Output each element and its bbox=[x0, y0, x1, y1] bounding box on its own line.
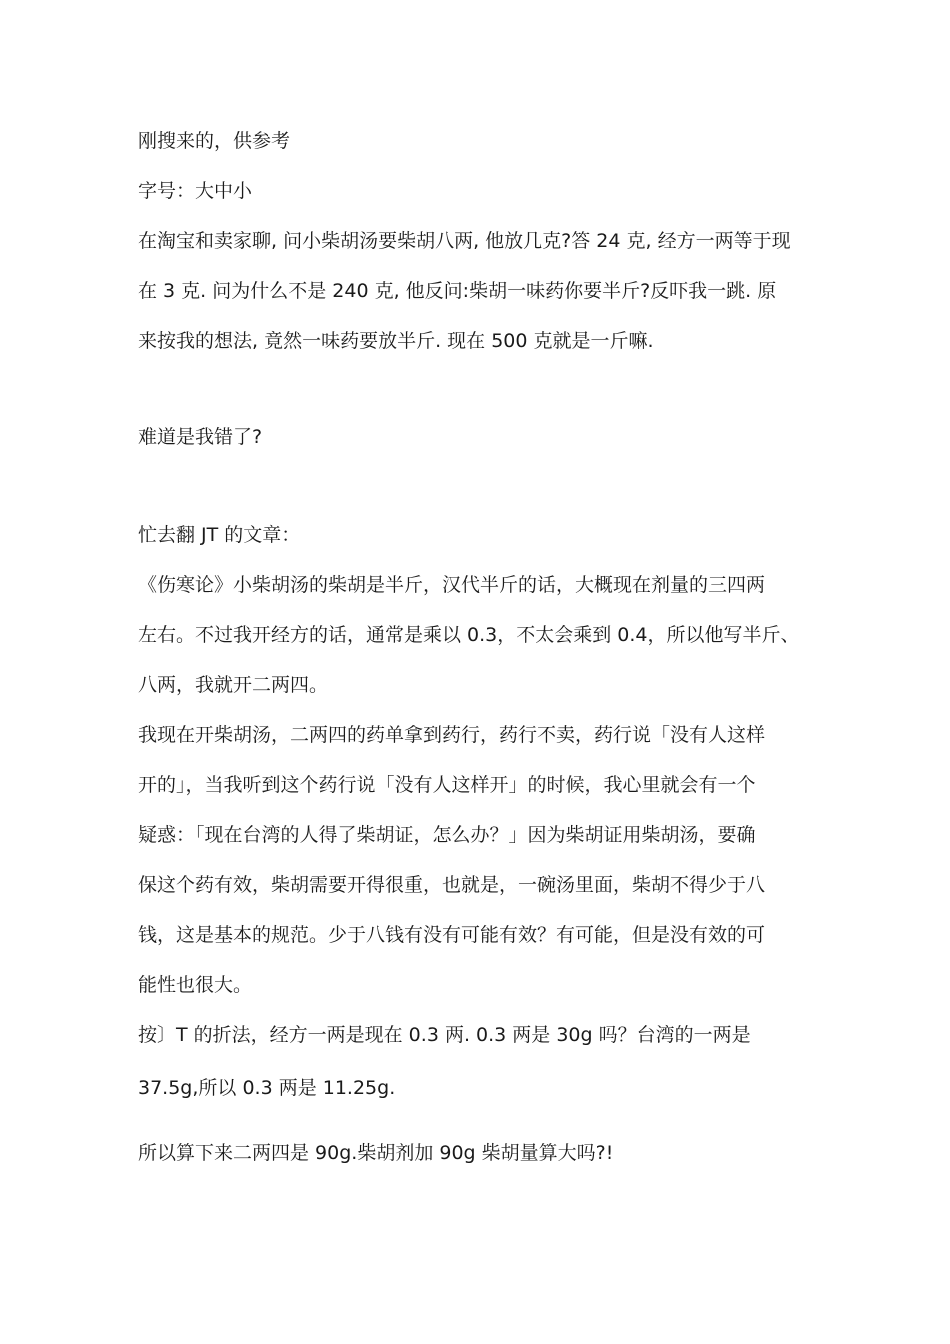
paragraph-4-line-2: 37.5g,所以 0.3 两是 11.25g. bbox=[138, 1077, 396, 1099]
conclusion-line: 所以算下来二两四是 90g.柴胡剂加 90g 柴胡量算大吗?! bbox=[138, 1142, 614, 1164]
paragraph-1-line-2: 在 3 克. 问为什么不是 240 克, 他反问:柴胡一味药你要半斤?反吓我一跳. 原 bbox=[138, 280, 777, 302]
paragraph-3-line-3: 疑惑：「现在台湾的人得了柴胡证，怎么办？」因为柴胡证用柴胡汤，要确 bbox=[138, 824, 756, 846]
paragraph-3-line-1: 我现在开柴胡汤，二两四的药单拿到药行，药行不卖，药行说「没有人这样 bbox=[138, 724, 766, 746]
paragraph-3-line-6: 能性也很大。 bbox=[138, 974, 253, 996]
paragraph-3-line-2: 开的」，当我听到这个药行说「没有人这样开」的时候，我心里就会有一个 bbox=[138, 774, 756, 796]
paragraph-1-line-3: 来按我的想法, 竟然一味药要放半斤. 现在 500 克就是一斤嘛. bbox=[138, 330, 654, 352]
paragraph-3-line-5: 钱，这是基本的规范。少于八钱有没有可能有效？有可能，但是没有效的可 bbox=[138, 924, 766, 946]
paragraph-1-line-1: 在淘宝和卖家聊, 问小柴胡汤要柴胡八两, 他放几克?答 24 克, 经方一两等于现 bbox=[138, 230, 791, 252]
question-line: 难道是我错了? bbox=[138, 426, 263, 448]
paragraph-3-line-4: 保这个药有效，柴胡需要开得很重，也就是，一碗汤里面，柴胡不得少于八 bbox=[138, 874, 766, 896]
paragraph-4-line-1: 按〕T 的折法，经方一两是现在 0.3 两. 0.3 两是 30g 吗？台湾的一两是 bbox=[138, 1024, 751, 1046]
intro-line: 刚搜来的，供参考 bbox=[138, 130, 291, 152]
paragraph-2-line-2: 左右。不过我开经方的话，通常是乘以 0.3，不太会乘到 0.4，所以他写半斤、 bbox=[138, 624, 800, 646]
font-size-label: 字号：大中小 bbox=[138, 180, 253, 202]
paragraph-2-line-1: 《伤寒论》小柴胡汤的柴胡是半斤，汉代半斤的话，大概现在剂量的三四两 bbox=[138, 574, 766, 596]
paragraph-2-line-3: 八两，我就开二两四。 bbox=[138, 674, 329, 696]
jt-intro-line: 忙去翻 JT 的文章： bbox=[138, 524, 301, 546]
